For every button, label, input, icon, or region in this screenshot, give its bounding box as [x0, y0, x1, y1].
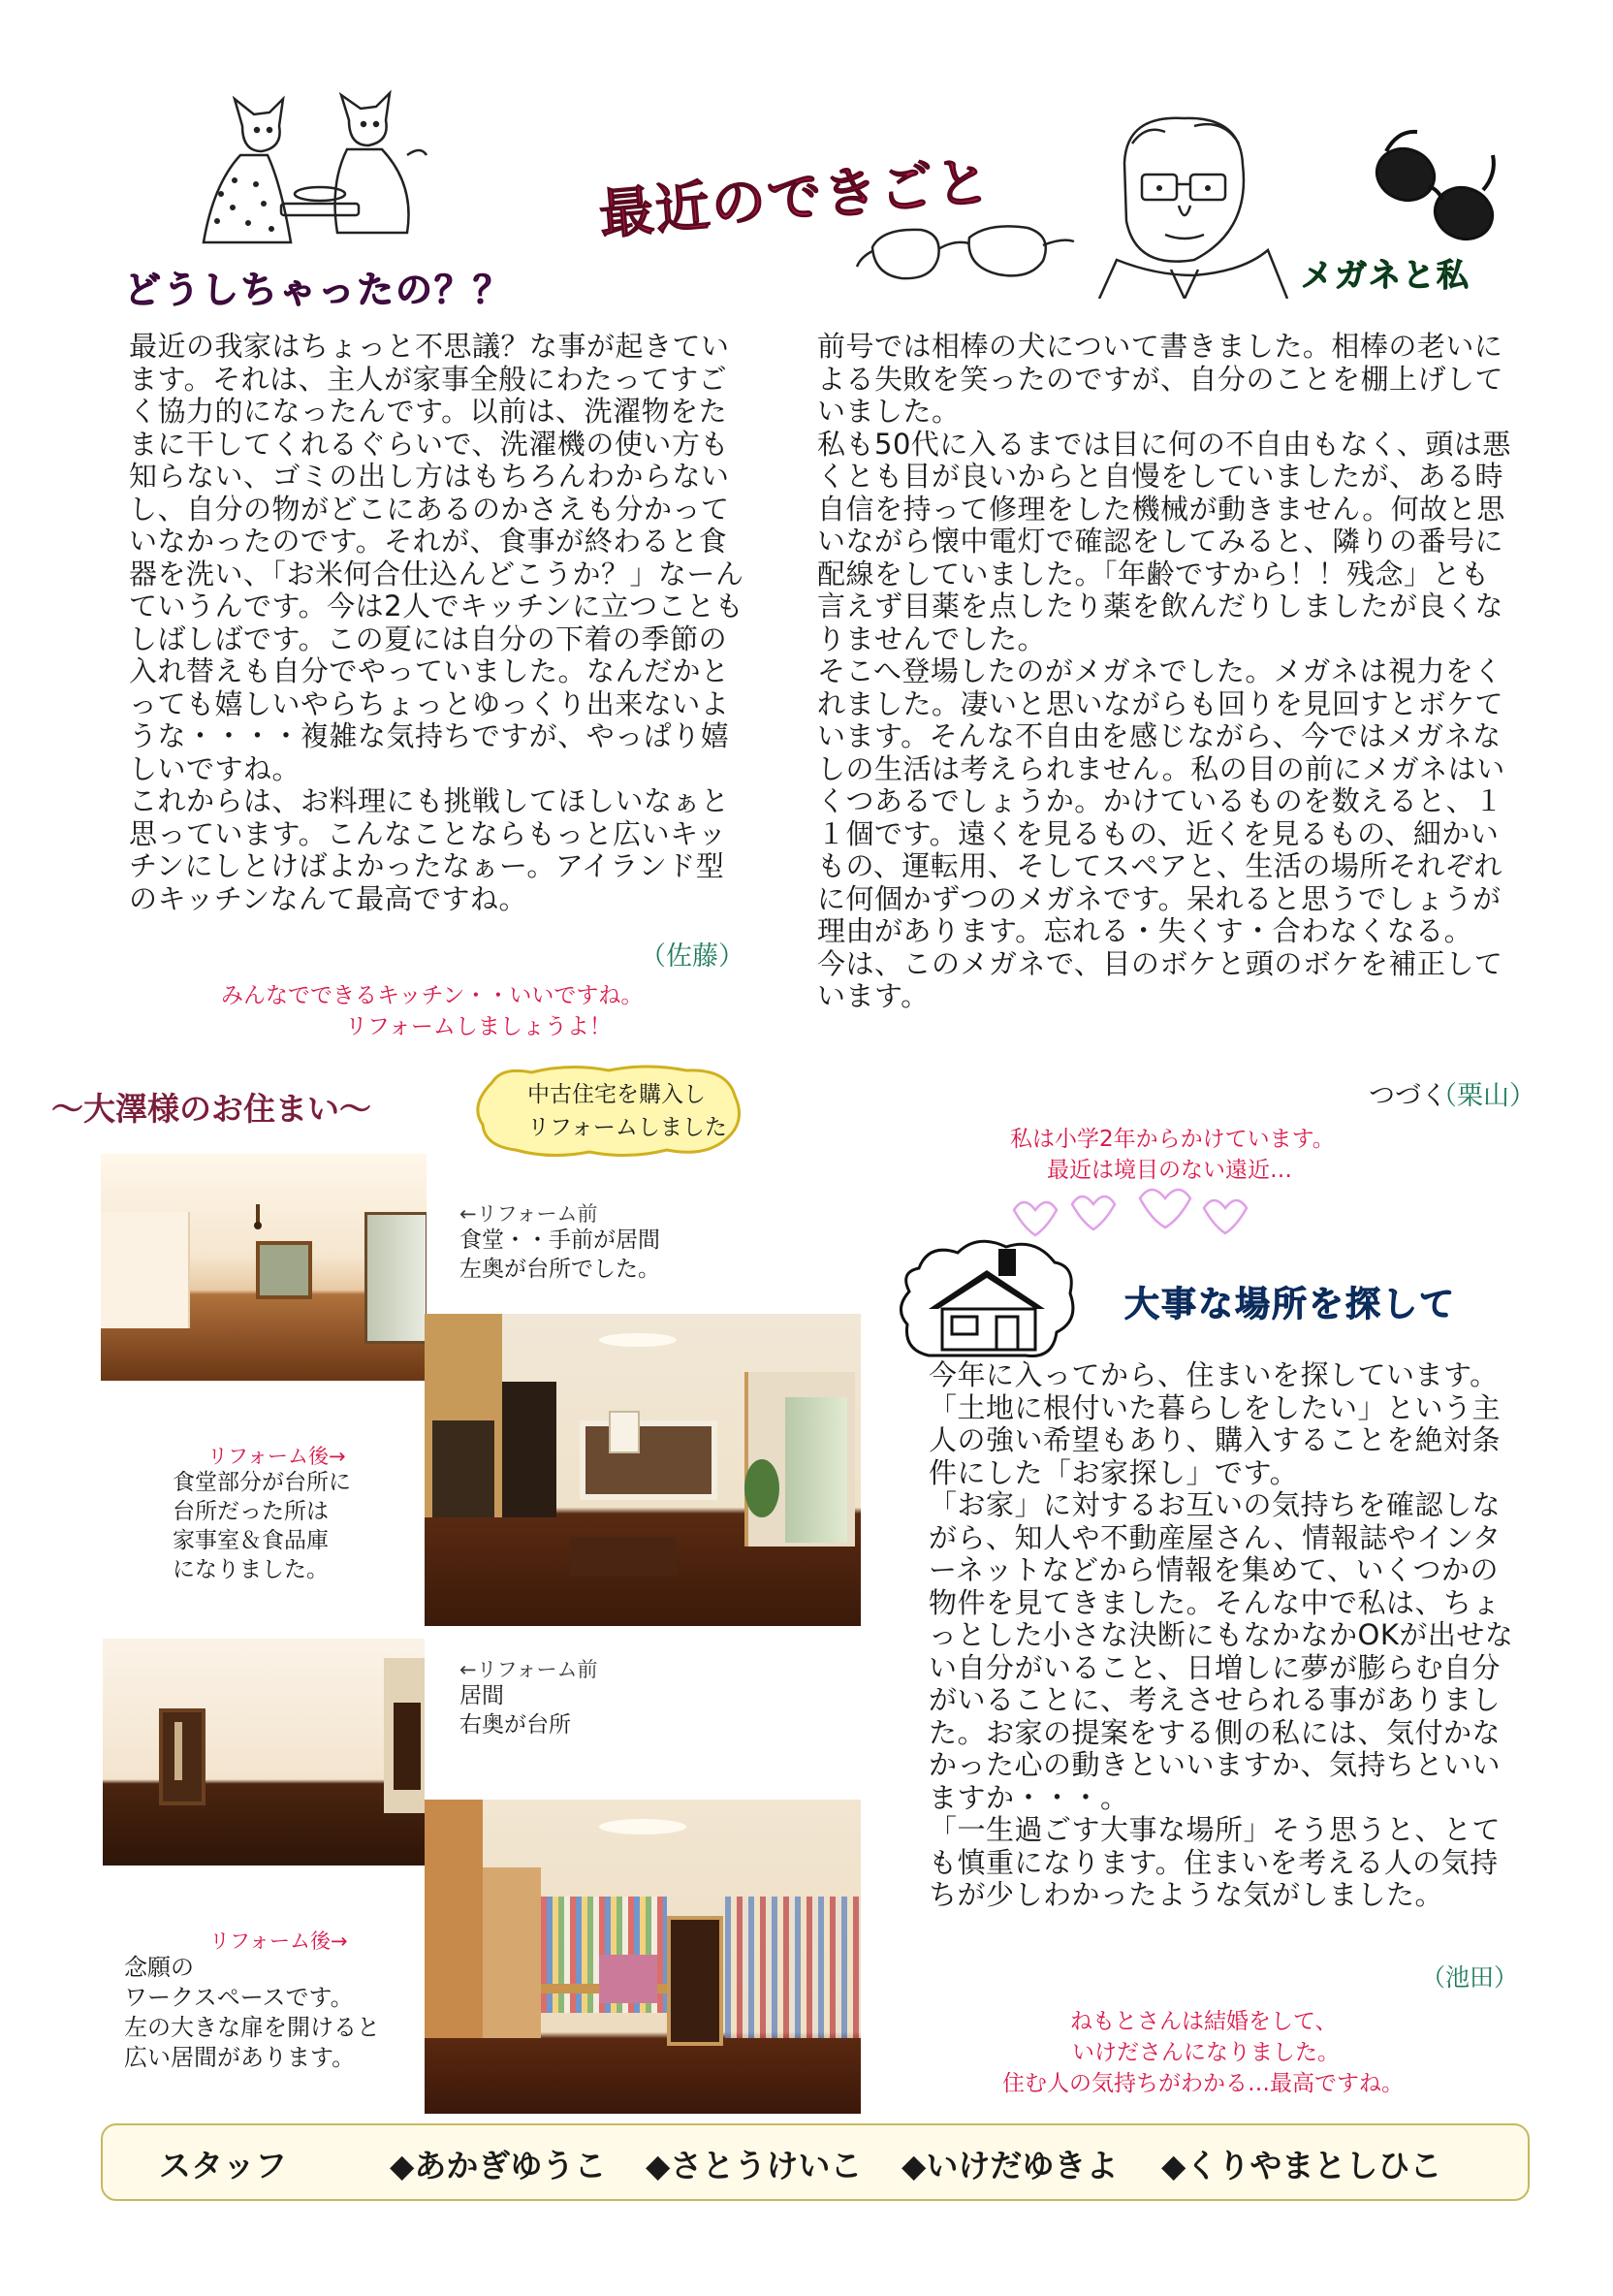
staff-member-3: ◆いけだゆきよ	[901, 2147, 1119, 2184]
page-title: 最近のできごと	[596, 149, 995, 247]
place-comment-line-1: ねもとさんは結婚をして、	[1070, 2009, 1338, 2034]
caption-4-text: 念願の ワークスペースです。 左の大きな扉を開けると 広い居間があります。	[124, 1954, 380, 2071]
staff-member-4: ◆くりやまとしひこ	[1161, 2147, 1442, 2184]
right-article-title: メガネと私	[1301, 256, 1471, 294]
left-comment-line-1: みんなでできるキッチン・・いいですね。	[221, 983, 644, 1008]
osawa-section-title: ～大澤様のお住まい～	[51, 1090, 371, 1128]
right-comment-line-1: 私は小学2年からかけています。	[1010, 1127, 1335, 1152]
place-article-body: 今年に入ってから、住まいを探しています。「土地に根付いた暮らしをしたい」という主人の強い希望もあり、購入することを絶対条件にした「お家探し」です。 「お家」に対するお互いの気持ちを確認しながら、知人や不動産屋さん、情報誌やインターネットなどから情報を集めて、いくつかの物件を見てきました。そんな中で私は、ちょっとした小さな決断にもなかなかOKが出せない自分がいること、日増しに夢が膨らむ自分がいることに、考えさせられる事がありました。お家の提案をする側の私には、気付かなかった心の動きといいますか、気持ちといいますか・・・。 「一生過ごす大事な場所」そう思うと、とても慎重になります。住まいを考える人の気持ちが少しわかったような気がしました。	[929, 1358, 1514, 1911]
right-article-body: 前号では相棒の犬について書きました。相棒の老いによる失敗を笑ったのですが、自分のことを棚上げしていました。 私も50代に入るまでは目に何の不自由もなく、頭は悪くとも目が良いからと自慢をしていましたが、ある時自信を持って修理をした機械が動きません。何故と思いながら懐中電灯で確認をしてみると、隣りの番号に配線をしていました。「年齢ですから！！残念」とも言えず目薬を点したり薬を飲んだりしましたが良くなりませんでした。 そこへ登場したのがメガネでした。メガネは視力をくれました。凄いと思いながらも回りを見回すとボケています。そんな不自由を感じながら、今ではメガネなしの生活は考えられません。私の目の前にメガネはいくつあるでしょうか。かけているものを数えると、１１個です。遠くを見るもの、近くを見るもの、細かいもの、運転用、そしてスペアと、生活の場所それぞれに何個かずつのメガネです。呆れると思うでしょうが理由があります。忘れる・失くす・合わなくなる。 今は、このメガネで、目のボケと頭のボケを補正しています。	[817, 330, 1511, 1012]
right-comment-line-2: 最近は境目のない遠近…	[1047, 1158, 1292, 1183]
photo-after-kitchen	[425, 1314, 861, 1626]
right-article-author: （栗山）	[1431, 1081, 1535, 1111]
speech-bubble-line-2: リフォームしました	[527, 1115, 727, 1140]
place-comment-line-2: いけださんになりました。	[1072, 2040, 1340, 2065]
photo-after-workspace	[425, 1800, 861, 2114]
staff-label: スタッフ	[159, 2147, 287, 2184]
left-article-author: （佐藤）	[640, 941, 744, 972]
photo-before-living	[103, 1639, 425, 1866]
caption-2-text: 食堂部分が台所に 台所だった所は 家事室＆食品庫 になりました。	[173, 1470, 351, 1582]
staff-member-2: ◆さとうけいこ	[646, 2147, 863, 2184]
caption-1-text: 食堂・・手前が居間 左奥が台所でした。	[459, 1228, 660, 1282]
right-article-continued: つづく	[1369, 1081, 1447, 1111]
caption-4-label: リフォーム後→	[209, 1929, 348, 1953]
caption-3-text: 居間 右奥が台所	[459, 1683, 571, 1738]
caption-1-label: ←リフォーム前	[459, 1202, 598, 1226]
cats-cooking-illustration	[174, 87, 436, 271]
place-article-author: （池田）	[1421, 1963, 1519, 1992]
photo-before-dining	[101, 1154, 427, 1381]
place-comment-line-3: 住む人の気持ちがわかる…最高ですね。	[1002, 2071, 1404, 2096]
caption-3-label: ←リフォーム前	[459, 1658, 598, 1681]
left-comment-line-2: リフォームしましょうよ！	[345, 1014, 612, 1039]
staff-footer	[101, 2123, 1530, 2201]
staff-member-1: ◆あかぎゆうこ	[390, 2147, 607, 2184]
speech-bubble-line-1: 中古住宅を購入し	[527, 1082, 706, 1107]
place-article-title: 大事な場所を探して	[1124, 1285, 1457, 1324]
left-article-title: どうしちゃったの？？	[124, 269, 513, 311]
house-illustration	[890, 1224, 1084, 1369]
left-article-body: 最近の我家はちょっと不思議？な事が起きています。それは、主人が家事全般にわたってすごく協力的になったんです。以前は、洗濯物をたまに干してくれるぐらいで、洗濯機の使い方も知らない、ゴミの出し方はもちろんわからないし、自分の物がどこにあるのかさえも分かっていなかったのです。それが、食事が終わると食器を洗い、「お米何合仕込んどこうか？」なーんていうんです。今は2人でキッチンに立つこともしばしばです。この夏には自分の下着の季節の入れ替えも自分でやっていました。なんだかとっても嬉しいやらちょっとゆっくり出来ないような・・・・複雑な気持ちですが、やっぱり嬉しいですね。 これからは、お料理にも挑戦してほしいなぁと思っています。こんなことならもっと広いキッチンにしとけばよかったなぁー。アイランド型のキッチンなんて最高ですね。	[129, 330, 744, 915]
dark-glasses-icon	[1369, 126, 1504, 252]
glasses-sketch-icon	[853, 208, 1076, 296]
speech-bubble	[473, 1063, 746, 1160]
man-portrait-illustration	[1078, 105, 1301, 299]
caption-2-label: リフォーム後→	[207, 1445, 346, 1468]
